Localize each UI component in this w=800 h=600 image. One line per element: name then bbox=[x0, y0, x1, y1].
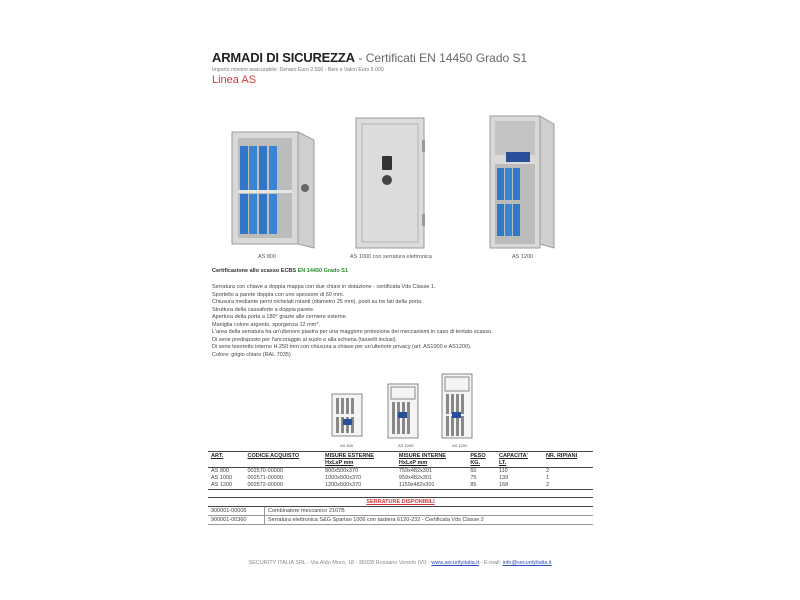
lock-description: Serratura elettronica S&G Spartan 1006 con tastiera 6120-232 - Certificata Vds Classe 2 bbox=[265, 516, 594, 525]
insurance-note: Importo minimo assicurabile: Denaro Euro 2.500 - Beni e Valori Euro 5.000 bbox=[212, 67, 384, 73]
col-header-weight-unit: KG. bbox=[470, 459, 481, 466]
certification-line bbox=[212, 268, 348, 274]
cell-ext: 1200x500x370 bbox=[322, 482, 396, 490]
table-row bbox=[208, 516, 593, 525]
product-image-as1200 bbox=[486, 112, 558, 254]
page-footer bbox=[0, 560, 800, 566]
col-header-code: CODICE ACQUISTO bbox=[244, 452, 322, 468]
cell-capacity: 168 bbox=[496, 482, 543, 490]
col-header-ext-unit: HxLxP mm bbox=[325, 459, 354, 466]
cell-capacity: 139 bbox=[498, 475, 509, 481]
cell-code: 002572-00000 bbox=[244, 482, 322, 490]
lock-description: Combinatore meccanico 2107B bbox=[265, 507, 594, 516]
cell-ext: 1000x500x370 bbox=[325, 475, 362, 481]
certification-prefix: Certificazione allo scasso ECBS bbox=[212, 268, 297, 274]
col-header-weight bbox=[467, 452, 496, 468]
certification-highlight: EN 14450 Grado S1 bbox=[297, 268, 349, 274]
table-row bbox=[208, 507, 593, 516]
diagram-as1000 bbox=[386, 382, 420, 442]
product-image-as1000 bbox=[352, 114, 432, 254]
footer-email-link[interactable]: info@securityitalia.it bbox=[502, 560, 552, 566]
product-caption: AS 1200 bbox=[512, 254, 534, 260]
locks-title: SERRATURE DISPONIBILI bbox=[208, 498, 593, 507]
col-header-int-unit: HxLxP mm bbox=[398, 459, 428, 466]
cell-int: 959x482x301 bbox=[398, 475, 432, 481]
footer-website-link[interactable]: www.securityitalia.it bbox=[431, 560, 480, 566]
product-image-as800 bbox=[228, 128, 318, 256]
description-line: Chiusura mediante perni nichelati rotanti (diametro 25 mm), posti su tre lati della porta. bbox=[212, 299, 423, 305]
cell-art: AS 1200 bbox=[208, 482, 244, 490]
product-line: Linea AS bbox=[212, 74, 257, 86]
table-row bbox=[208, 482, 593, 490]
spec-table bbox=[208, 451, 593, 490]
table-row bbox=[208, 475, 593, 482]
diagram-label: AS 1200 bbox=[452, 443, 468, 448]
col-header-weight-label: PESO bbox=[470, 453, 486, 459]
cell-shelves: 2 bbox=[543, 482, 593, 490]
lock-code: 900001-00360 bbox=[208, 516, 265, 525]
description-line: Apertura della porta a 180° grazie alle cerniere esterne. bbox=[212, 314, 348, 320]
description-line: Struttura della cassaforte a doppia parete. bbox=[212, 306, 315, 313]
cell-weight: 75 bbox=[470, 475, 477, 481]
col-header-capacity bbox=[496, 452, 543, 468]
description-line: Sportello a parete doppia con uno spessore di 60 mm. bbox=[212, 291, 345, 298]
col-header-capacity-unit: LT. bbox=[498, 459, 507, 466]
col-header-ext-label: MISURE ESTERNE bbox=[325, 453, 374, 459]
description-line: Maniglia colore argento, sporgenza 12 mm*. bbox=[212, 321, 320, 328]
cell-weight: 85 bbox=[467, 482, 496, 490]
diagram-label: AS 800 bbox=[340, 443, 354, 448]
diagram-as800 bbox=[330, 392, 364, 442]
col-header-art: ART. bbox=[208, 452, 244, 468]
page-title bbox=[212, 50, 527, 65]
description-line: Serratura con chiave a doppia mappa con due chiavi in dotazione - certificata Vds Classe 1. bbox=[212, 284, 436, 290]
product-description bbox=[212, 284, 612, 359]
col-header-int-label: MISURE INTERNE bbox=[398, 453, 446, 459]
diagram-label: AS 1000 bbox=[398, 443, 414, 448]
product-caption: AS 1000 con serratura elettronica bbox=[350, 254, 432, 260]
cell-weight: 60 bbox=[470, 468, 477, 474]
cell-art: AS 1000 bbox=[211, 475, 233, 481]
col-header-ext bbox=[322, 452, 396, 468]
description-line: Di serie tesoretto interno H.250 mm con chiusura a chiave per un'ulteriore privacy (art. AS1000 e AS1200). bbox=[212, 344, 472, 350]
cell-ext: 800x500x370 bbox=[325, 468, 359, 474]
description-line: Colore: grigio chiaro (RAL 7035) bbox=[212, 351, 291, 358]
footer-address: SECURITY ITALIA SRL - Via Aldo Moro, 18 - 36028 Rossano Veneto (VI) - bbox=[248, 560, 430, 566]
title-subtitle: - Certificati EN 14450 Grado S1 bbox=[358, 51, 528, 65]
cell-shelves: 1 bbox=[545, 475, 550, 481]
lock-code: 900001-00005 bbox=[208, 507, 265, 516]
footer-email-label: - E-mail: bbox=[480, 560, 502, 566]
cell-capacity: 110 bbox=[498, 468, 508, 474]
cell-shelves: 2 bbox=[545, 468, 550, 474]
col-header-capacity-label: CAPACITA' bbox=[498, 453, 528, 459]
cell-art: AS 800 bbox=[211, 468, 230, 474]
cell-code: 002571-00000 bbox=[247, 475, 283, 481]
title-main: ARMADI DI SICUREZZA bbox=[212, 50, 355, 65]
description-line: Di serie predisposto per l'ancoraggio al suolo e alla schiena (tasselli inclusi). bbox=[212, 336, 398, 343]
diagram-as1200 bbox=[440, 372, 474, 442]
cell-int: 759x482x301 bbox=[398, 468, 432, 474]
col-header-shelves: NR. RIPIANI bbox=[543, 452, 593, 468]
col-header-int bbox=[396, 452, 467, 468]
table-row bbox=[208, 468, 593, 476]
cell-int: 1159x482x301 bbox=[396, 482, 467, 490]
cell-code: 002570-00000 bbox=[247, 468, 283, 474]
locks-table bbox=[208, 497, 593, 525]
product-caption: AS 800 bbox=[258, 254, 277, 260]
description-line: L'area della serratura ha un'ulteriore piastra per una maggiore protezione dei meccanismi in caso di tentato scasso. bbox=[212, 329, 493, 335]
